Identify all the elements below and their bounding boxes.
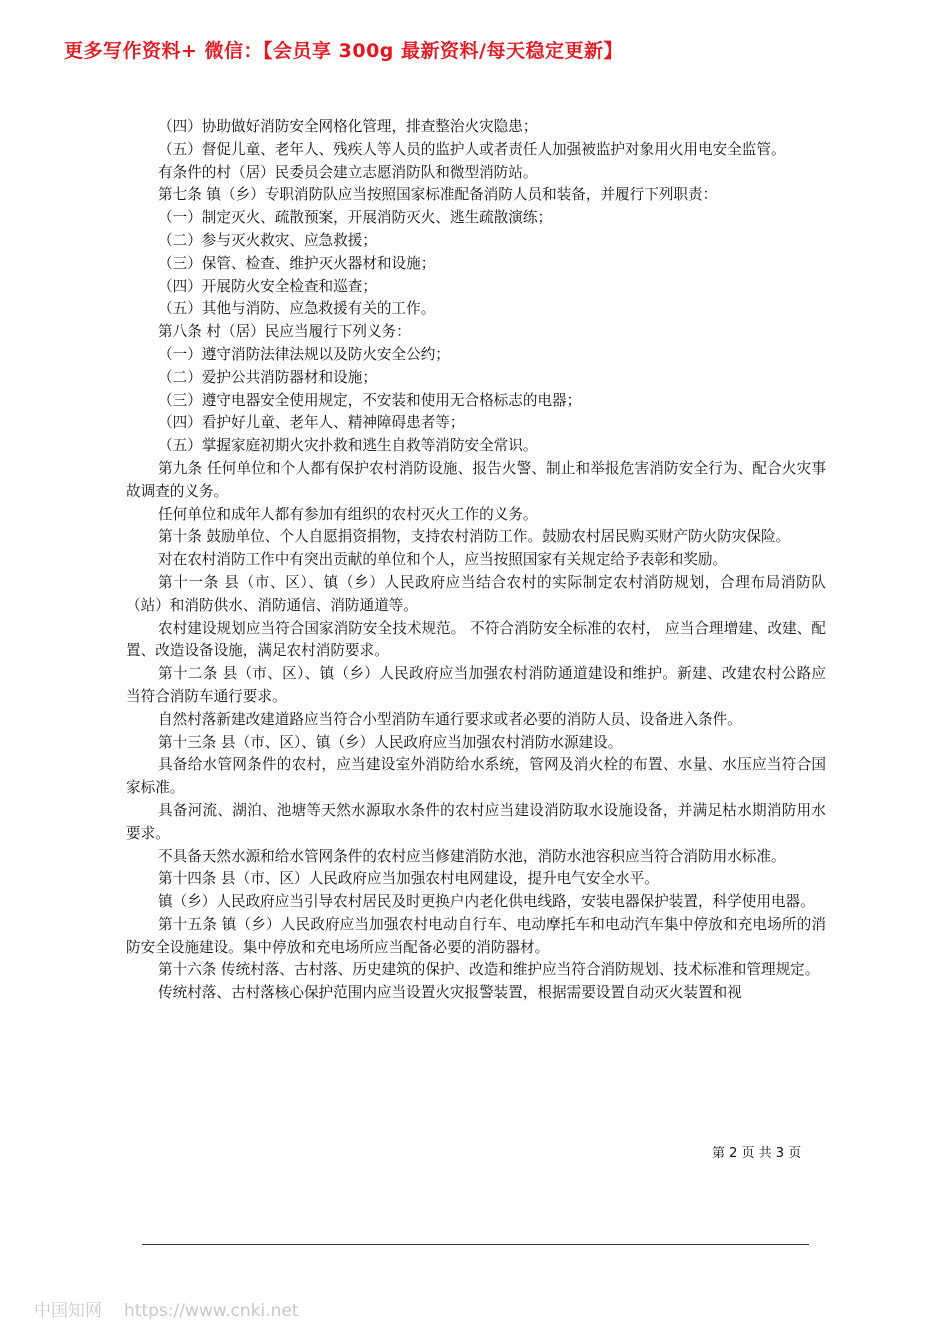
paragraph: （三）遵守电器安全使用规定，不安装和使用无合格标志的电器； (158, 391, 582, 409)
paragraph: （一）遵守消防法律法规以及防火安全公约； (158, 345, 450, 363)
paragraph: 对在农村消防工作中有突出贡献的单位和个人，应当按照国家有关规定给予表彰和奖励。 (158, 551, 728, 569)
paragraph: 镇（乡）人民政府应当引导农村居民及时更换户内老化供电线路，安装电器保护装置，科学使用电器。 (158, 893, 815, 911)
paragraph: 第十二条 县（市、区）、镇（乡）人民政府应当加强农村消防通道建设和维护。新建、改建农村公路应当符合消防车通行要求。 (126, 665, 826, 705)
paragraph: 第八条 村（居）民应当履行下列义务： (158, 323, 411, 341)
page-number: 第 2 页 共 3 页 (712, 1146, 802, 1161)
watermark-url: https://www.cnki.net (124, 1301, 299, 1321)
paragraph: 农村建设规划应当符合国家消防安全技术规范。 不符合消防安全标准的农村， 应当合理增建、改建、配置、改造设备设施，满足农村消防要求。 (126, 619, 826, 660)
paragraph: 有条件的村（居）民委员会建立志愿消防队和微型消防站。 (158, 163, 538, 181)
paragraph: （二）参与灭火救灾、应急救援； (158, 231, 377, 249)
paragraph: （五）督促儿童、老年人、残疾人等人员的监护人或者责任人加强被监护对象用火用电安全监管。 (158, 140, 786, 158)
paragraph: 第十一条 县（市、区）、镇（乡）人民政府应当结合农村的实际制定农村消防规划，合理布局消防队（站）和消防供水、消防通信、消防通道等。 (126, 573, 826, 614)
paragraph: 第十四条 县（市、区）人民政府应当加强农村电网建设，提升电气安全水平。 (158, 870, 659, 888)
watermark-brand: 中国知网 (34, 1301, 102, 1321)
paragraph: 不具备天然水源和给水管网条件的农村应当修建消防水池，消防水池容积应当符合消防用水标准。 (158, 847, 786, 865)
paragraph: 第十五条 镇（乡）人民政府应当加强农村电动自行车、电动摩托车和电动汽车集中停放和充电场所的消防安全设施建设。集中停放和充电场所应当配备必要的消防器材。 (126, 915, 826, 956)
paragraph: 第九条 任何单位和个人都有保护农村消防设施、报告火警、制止和举报危害消防安全行为、配合火灾事故调查的义务。 (126, 459, 826, 500)
paragraph: （三）保管、检查、维护灭火器材和设施； (158, 254, 436, 272)
paragraph: 任何单位和成年人都有参加有组织的农村灭火工作的义务。 (158, 505, 538, 523)
document-body (126, 116, 826, 1005)
paragraph: 自然村落新建改建道路应当符合小型消防车通行要求或者必要的消防人员、设备进入条件。 (158, 710, 742, 728)
paragraph: （四）协助做好消防安全网格化管理，排查整治火灾隐患； (158, 118, 538, 135)
paragraph: 第七条 镇（乡）专职消防队应当按照国家标准配备消防人员和装备，并履行下列职责： (158, 186, 718, 204)
promo-banner: 更多写作资料+ 微信：【会员享 300g 最新资料/每天稳定更新】 (64, 40, 623, 62)
paragraph: 第十条 鼓励单位、个人自愿捐资捐物，支持农村消防工作。鼓励农村居民购买财产防火防灾保险。 (158, 528, 791, 546)
paragraph: 传统村落、古村落核心保护范围内应当设置火灾报警装置，根据需要设置自动灭火装置和视 (158, 984, 742, 1002)
paragraph: （五）其他与消防、应急救援有关的工作。 (158, 300, 436, 318)
paragraph: 第十六条 传统村落、古村落、历史建筑的保护、改造和维护应当符合消防规划、技术标准和管理规定。 (158, 961, 820, 979)
paragraph: 具备河流、湖泊、池塘等天然水源取水条件的农村应当建设消防取水设施设备，并满足枯水期消防用水要求。 (126, 801, 826, 842)
paragraph: （一）制定灭火、疏散预案，开展消防灭火、逃生疏散演练； (158, 209, 553, 227)
paragraph: （二）爱护公共消防器材和设施； (158, 368, 377, 386)
footer-divider (142, 1244, 809, 1245)
paragraph: （五）掌握家庭初期火灾扑救和逃生自救等消防安全常识。 (158, 437, 538, 455)
paragraph: （四）看护好儿童、老年人、精神障碍患者等； (158, 414, 465, 432)
watermark (34, 1296, 298, 1321)
paragraph: 具备给水管网条件的农村，应当建设室外消防给水系统，管网及消火栓的布置、水量、水压应当符合国家标准。 (126, 756, 826, 797)
paragraph: 第十三条 县（市、区）、镇（乡）人民政府应当加强农村消防水源建设。 (158, 733, 623, 751)
paragraph: （四）开展防火安全检查和巡查； (158, 277, 377, 295)
